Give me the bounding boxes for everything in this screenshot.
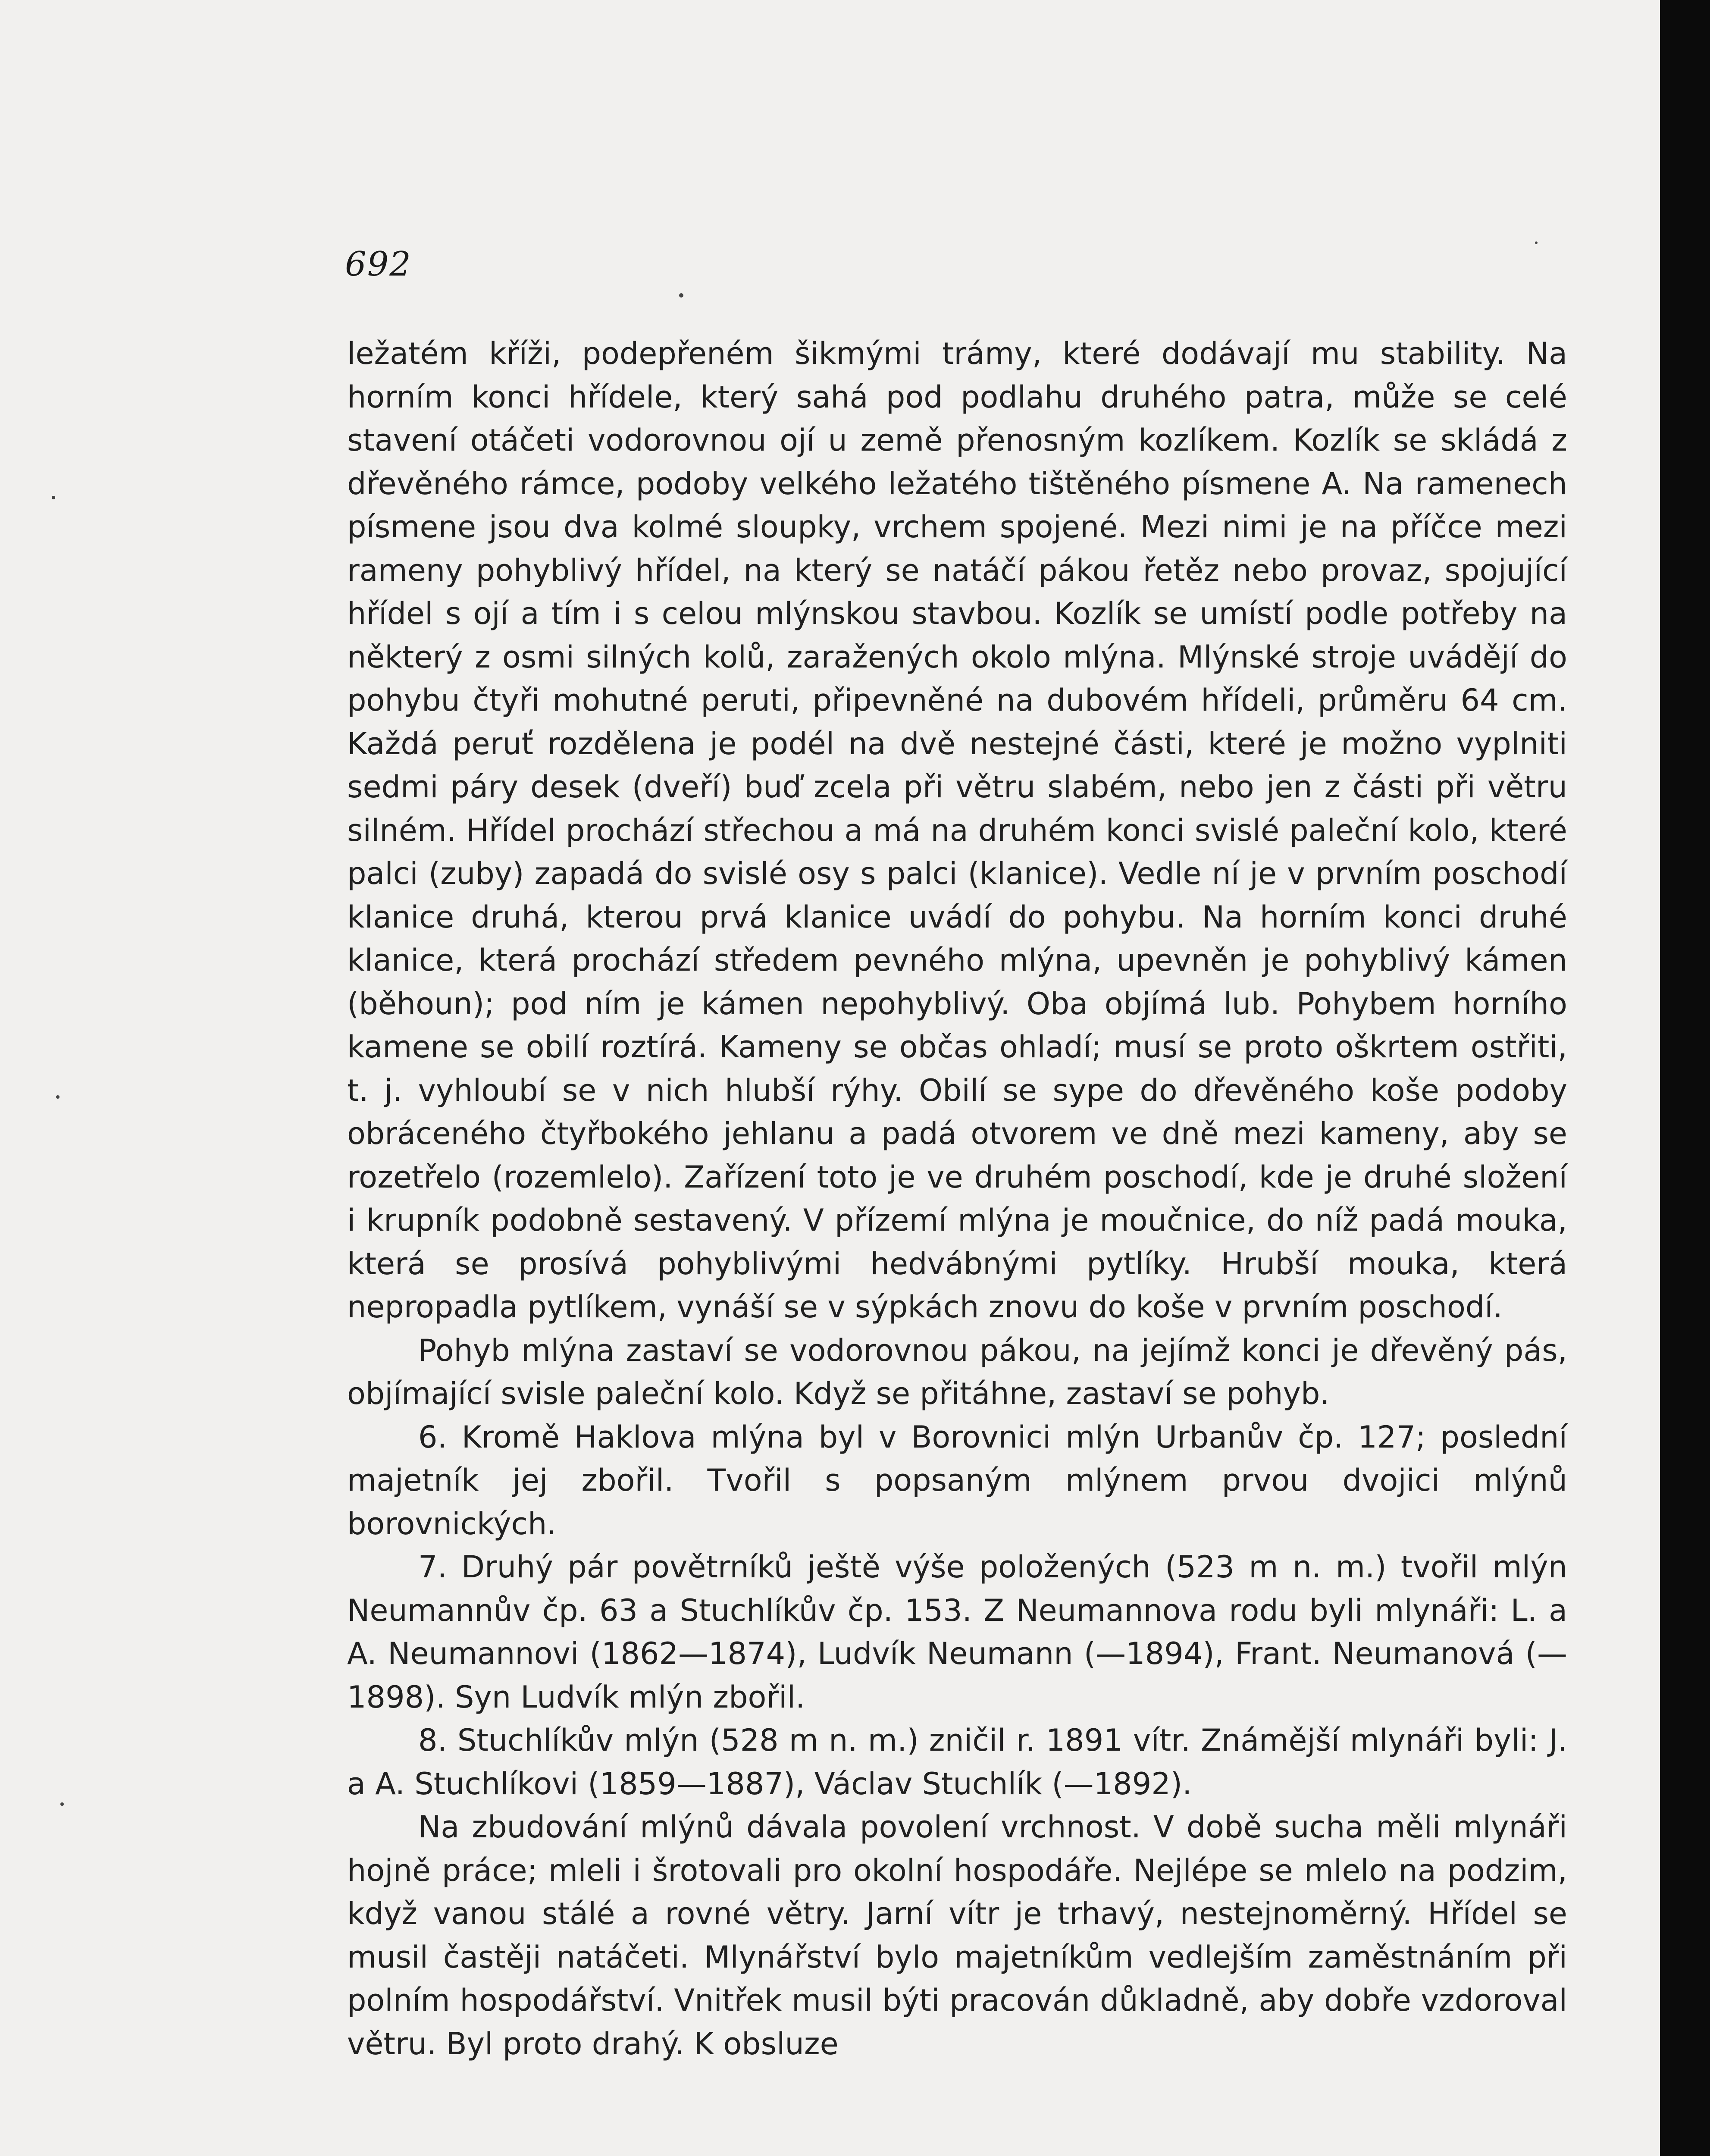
scan-speck	[52, 496, 55, 499]
paragraph-urban-mill: 6. Kromě Haklova mlýna byl v Borovnici mlýn Urbanův čp. 127; poslední majetník jej zbořil. Tvořil s popsaným mlýnem prvou dvojici mlýnů borovnických.	[347, 1419, 1567, 1542]
page-number: 692	[345, 245, 412, 284]
paragraph-neumann-mill: 7. Druhý pár povětrníků ještě výše položených (523 m n. m.) tvořil mlýn Neumannův čp. 63 a Stuchlíkův čp. 153. Z Neumannova rodu byli mlynáři: L. a A. Neumannovi (1862—1874), Ludvík Neumann (—1894), Frant. Neumanová (—1898). Syn Ludvík mlýn zbořil.	[347, 1549, 1567, 1715]
paragraph-stuchlik-mill: 8. Stuchlíkův mlýn (528 m n. m.) zničil r. 1891 vítr. Známější mlynáři byli: J. a A. Stuchlíkovi (1859—1887), Václav Stuchlík (—1892).	[347, 1723, 1567, 1802]
scan-edge-shadow	[1660, 0, 1710, 2156]
paragraph-windmill-mechanism: ležatém kříži, podepřeném šikmými trámy, které dodávají mu stability. Na horním konci hřídele, který sahá pod podlahu druhého patra, může se celé stavení otáčeti vodorovnou ojí u země přenosným kozlíkem. Kozlík se skládá z dřevěného rámce, podoby velkého ležatého tištěného písmene A. Na ramenech písmene jsou dva kolmé sloupky, vrchem spojené. Mezi nimi je na příčce mezi rameny pohyblivý hřídel, na který se natáčí pákou řetěz nebo provaz, spojující hřídel s ojí a tím i s celou mlýnskou stavbou. Kozlík se umístí podle potřeby na některý z osmi silných kolů, zaražených okolo mlýna. Mlýnské stroje uvádějí do pohybu čtyři mohutné peruti, připevněné na dubovém hřídeli, průměru 64 cm. Každá peruť rozdělena je podél na dvě nestejné části, které je možno vyplniti sedmi páry desek (dveří) buď zcela při větru slabém, nebo jen z části při větru silném. Hřídel prochází střechou a má na druhém konci svislé paleční kolo, které palci (zuby) zapadá do svislé osy s palci (klanice). Vedle ní je v prvním poschodí klanice druhá, kterou prvá klanice uvádí do pohybu. Na horním konci druhé klanice, která prochází středem pevného mlýna, upevněn je pohyblivý kámen (běhoun); pod ním je kámen nepohyblivý. Oba objímá lub. Pohybem horního kamene se obilí roztírá. Kameny se občas ohladí; musí se proto oškrtem ostřiti, t. j. vyhloubí se v nich hlubší rýhy. Obilí se sype do dřevěného koše podoby obráceného čtyřbokého jehlanu a padá otvorem ve dně mezi kameny, aby se rozetřelo (rozemlelo). Zařízení toto je ve druhém poschodí, kde je druhé složení i krupník podobně sestavený. V přízemí mlýna je moučnice, do níž padá mouka, která se prosívá pohyblivými hedvábnými pytlíky. Hrubší mouka, která nepropadla pytlíkem, vynáší se v sýpkách znovu do koše v prvním poschodí.	[347, 336, 1567, 1325]
scan-speck	[1535, 241, 1538, 244]
scan-speck	[60, 1802, 64, 1806]
body-text	[347, 332, 1567, 2065]
paragraph-mill-permits: Na zbudování mlýnů dávala povolení vrchnost. V době sucha měli mlynáři hojně práce; mleli i šrotovali pro okolní hospodáře. Nejlépe se mlelo na podzim, když vanou stálé a rovné větry. Jarní vítr je trhavý, nestejnoměrný. Hřídel se musil častěji natáčeti. Mlynářství bylo majetníkům vedlejším zaměstnáním při polním hospodářství. Vnitřek musil býti pracován důkladně, aby dobře vzdoroval větru. Byl proto drahý. K obsluze	[347, 1809, 1567, 2062]
scan-speck	[679, 293, 683, 298]
paragraph-stopping-mill: Pohyb mlýna zastaví se vodorovnou pákou, na jejímž konci je dřevěný pás, objímající svisle paleční kolo. Když se přitáhne, zastaví se pohyb.	[347, 1332, 1567, 1411]
scan-speck	[56, 1095, 60, 1099]
